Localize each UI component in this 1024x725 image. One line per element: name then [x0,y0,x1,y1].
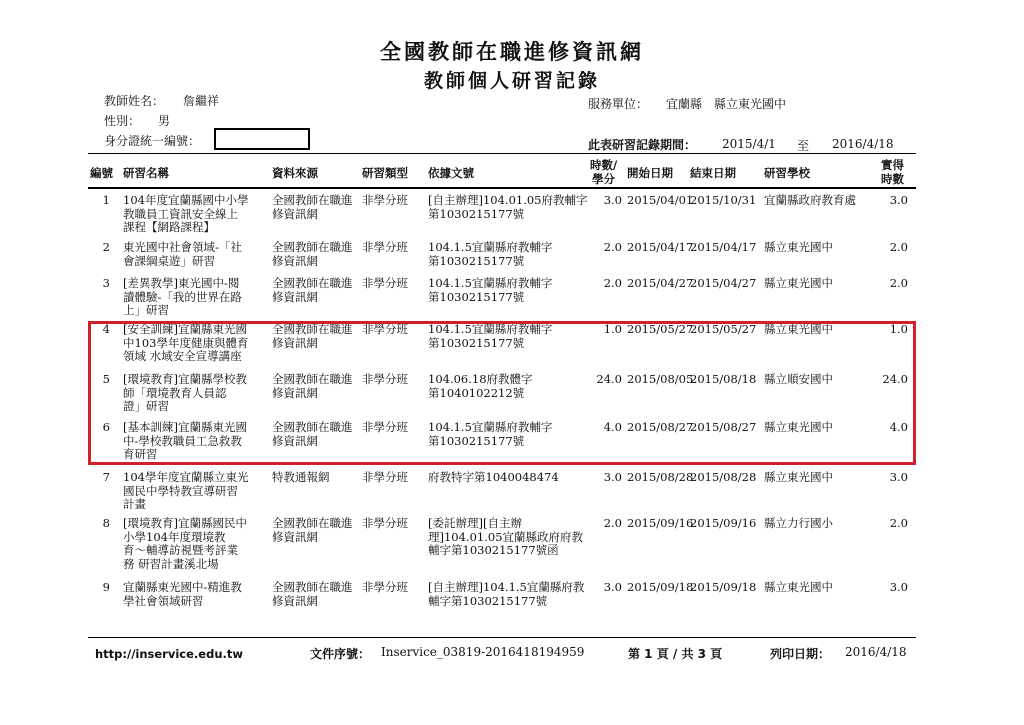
col-header-no: 編號 [90,166,113,180]
cell-name [123,277,263,318]
cell-source-line: 修資訊網 [272,253,318,268]
serial-label: 文件序號： [310,647,371,661]
cell-no: 1 [102,193,110,207]
cell-source [272,517,362,544]
cell-name-line: 104學年度宜蘭縣立東光 [123,470,249,484]
cell-name-line: 國民中學特教宣導研習 [123,483,238,498]
table-top-rule [88,153,916,154]
cell-doc [428,471,588,485]
period-to: 至 [797,139,810,153]
period-end: 2016/4/18 [832,137,894,151]
cell-school: 縣立東光國中 [764,322,833,336]
cell-earned: 2.0 [889,516,908,530]
cell-no: 9 [102,580,110,594]
highlight-box [88,321,916,465]
cell-earned: 4.0 [889,420,908,434]
col-header-name: 研習名稱 [123,166,169,180]
cell-start: 2015/09/16 [627,516,694,530]
cell-earned: 2.0 [889,276,908,290]
cell-doc [428,581,588,608]
cell-source-line: 修資訊網 [272,385,318,400]
page-subtitle: 教師個人研習記錄 [423,70,600,92]
cell-doc-line: [自主辦理]104.1.5宜蘭縣府教 [428,580,585,594]
unit-label: 服務單位： [588,97,649,111]
cell-name-line: 104年度宜蘭縣國中小學 [123,193,249,207]
cell-doc-line: 104.06.18府教體字 [428,372,533,386]
table-header-rule [88,187,916,189]
cell-doc-line: 104.1.5宜蘭縣府教輔字 [428,276,553,290]
cell-hours: 24.0 [596,372,622,386]
cell-doc-line: 第1030215177號 [428,253,525,268]
cell-doc-line: 第1040102212號 [428,385,525,400]
cell-doc-line: [委託辦理][自主辦 [428,516,522,530]
teacher-name: 詹繼祥 [183,94,220,108]
cell-hours: 2.0 [603,516,622,530]
cell-source-line: 修資訊網 [272,593,318,608]
cell-end: 2015/04/17 [690,240,757,254]
cell-source-line: 全國教師在職進 [272,580,353,594]
cell-start: 2015/08/28 [627,470,694,484]
cell-source-line: 全國教師在職進 [272,240,353,254]
cell-doc-line: 第1030215177號 [428,433,525,448]
col-header-end: 結束日期 [690,166,736,180]
cell-name-line: 讀體驗-「我的世界在路 [123,289,242,304]
footer-url: http://inservice.edu.tw [95,647,243,661]
col-header-type: 研習類型 [362,166,408,180]
cell-name-line: 會課綱桌遊」研習 [123,253,215,268]
cell-start: 2015/04/17 [627,240,694,254]
print-date-label: 列印日期： [770,647,831,661]
col-header-earned-a: 實得 [881,158,904,172]
cell-name-line: [安全訓練]宜蘭縣東光國 [123,322,247,336]
period-start: 2015/4/1 [722,137,776,151]
cell-end: 2015/08/27 [690,420,757,434]
id-label: 身分證統一編號： [104,134,201,148]
cell-name-line: 上」研習 [123,303,169,317]
cell-name [123,471,263,512]
cell-doc-line: 104.1.5宜蘭縣府教輔字 [428,420,553,434]
cell-source-line: 全國教師在職進 [272,322,353,336]
col-header-hours-b: 學分 [592,172,615,186]
cell-earned: 1.0 [889,322,908,336]
cell-type: 非學分班 [362,372,408,386]
cell-source-line: 全國教師在職進 [272,276,353,290]
cell-doc [428,277,588,304]
cell-doc-line: 輔字第1030215177號 [428,593,548,608]
print-date-value: 2016/4/18 [845,645,907,659]
cell-start: 2015/05/27 [627,322,694,336]
cell-type: 非學分班 [362,193,408,207]
cell-source [272,277,362,304]
cell-school: 縣立順安國中 [764,372,833,386]
cell-hours: 2.0 [603,240,622,254]
cell-doc [428,517,588,558]
cell-type: 非學分班 [362,420,408,434]
cell-name-line: 證」研習 [123,399,169,413]
cell-source [272,241,362,268]
cell-name [123,517,263,571]
cell-source [272,581,362,608]
cell-source-line: 修資訊網 [272,433,318,448]
cell-name-line: 領域 水域安全宣導講座 [123,349,242,363]
col-header-source: 資料來源 [272,166,318,180]
cell-name-line: 中-學校教職員工急救教 [123,433,242,448]
cell-type: 非學分班 [362,322,408,336]
col-header-earned-b: 時數 [881,172,904,186]
cell-end: 2015/04/27 [690,276,757,290]
cell-hours: 3.0 [603,193,622,207]
cell-source-line: 修資訊網 [272,529,318,544]
cell-earned: 3.0 [889,580,908,594]
cell-name-line: 教職員工資訊安全線上 [123,206,238,221]
cell-doc-line: 第1030215177號 [428,335,525,350]
cell-earned: 24.0 [882,372,908,386]
cell-name-line: 課程【網路課程】 [123,220,215,234]
cell-name-line: [基本訓練]宜蘭縣東光國 [123,420,247,434]
cell-hours: 2.0 [603,276,622,290]
cell-source-line: 特教通報網 [272,470,330,484]
cell-source-line: 全國教師在職進 [272,420,353,434]
cell-end: 2015/09/18 [690,580,757,594]
cell-hours: 3.0 [603,580,622,594]
cell-school: 縣立東光國中 [764,276,833,290]
cell-start: 2015/08/05 [627,372,694,386]
cell-no: 4 [102,322,110,336]
cell-start: 2015/04/01 [627,193,694,207]
cell-doc-line: 輔字第1030215177號函 [428,543,559,557]
cell-name-line: 計畫 [123,497,146,511]
footer-rule [88,637,916,638]
cell-source [272,471,362,485]
cell-name-line: 宜蘭縣東光國中-精進教 [123,580,242,594]
cell-type: 非學分班 [362,240,408,254]
cell-name-line: [差異教學]東光國中-閱 [123,276,240,290]
col-header-start: 開始日期 [627,166,673,180]
cell-name-line: 務 研習計畫溪北場 [123,556,219,571]
cell-source-line: 全國教師在職進 [272,193,353,207]
cell-no: 5 [102,372,110,386]
col-header-school: 研習學校 [764,166,810,180]
page-title: 全國教師在職進修資訊網 [380,40,644,64]
gender-label: 性別： [104,114,141,128]
period-label: 此表研習記錄期間： [588,138,697,152]
cell-end: 2015/09/16 [690,516,757,530]
cell-doc-line: 第1030215177號 [428,206,525,221]
cell-doc [428,194,588,221]
cell-end: 2015/10/31 [690,193,757,207]
cell-start: 2015/08/27 [627,420,694,434]
gender-value: 男 [158,114,171,128]
cell-doc-line: [自主辦理]104.01.05府教輔字 [428,193,588,207]
cell-type: 非學分班 [362,276,408,290]
cell-hours: 1.0 [603,322,622,336]
cell-type: 非學分班 [362,580,408,594]
cell-doc [428,241,588,268]
serial-value: Inservice_03819-2016418194959 [381,645,585,659]
cell-name-line: 學社會領域研習 [123,593,204,608]
cell-hours: 3.0 [603,470,622,484]
cell-start: 2015/04/27 [627,276,694,290]
cell-school: 縣立東光國中 [764,240,833,254]
cell-earned: 3.0 [889,193,908,207]
name-label: 教師姓名： [104,94,165,108]
cell-source-line: 修資訊網 [272,335,318,350]
cell-school: 縣立東光國中 [764,580,833,594]
cell-name [123,194,263,235]
cell-source-line: 修資訊網 [272,289,318,304]
cell-type: 非學分班 [362,516,408,530]
cell-name-line: 師「環境教育人員認 [123,385,227,400]
cell-name-line: 小學104年度環境教 [123,529,226,544]
cell-earned: 2.0 [889,240,908,254]
cell-no: 2 [102,240,110,254]
page-indicator: 第 1 頁 / 共 3 頁 [628,647,723,661]
cell-school: 縣立力行國小 [764,516,833,530]
cell-doc-line: 104.1.5宜蘭縣府教輔字 [428,240,553,254]
cell-school: 宜蘭縣政府教育處 [764,193,856,207]
cell-source-line: 全國教師在職進 [272,372,353,386]
cell-end: 2015/08/28 [690,470,757,484]
cell-doc-line: 府教特字第1040048474 [428,470,559,484]
unit-value: 宜蘭縣 縣立東光國中 [666,97,787,111]
cell-name-line: [環境教育]宜蘭縣國民中 [123,516,247,530]
cell-name-line: 中103學年度健康與體育 [123,335,249,350]
col-header-doc: 依據文號 [428,166,474,180]
cell-school: 縣立東光國中 [764,470,833,484]
cell-name [123,581,263,608]
cell-end: 2015/08/18 [690,372,757,386]
cell-source-line: 全國教師在職進 [272,516,353,530]
cell-source [272,194,362,221]
cell-earned: 3.0 [889,470,908,484]
cell-end: 2015/05/27 [690,322,757,336]
cell-name-line: 東光國中社會領域-「社 [123,240,242,254]
cell-doc-line: 104.1.5宜蘭縣府教輔字 [428,322,553,336]
redacted-id-box [214,128,310,150]
cell-start: 2015/09/18 [627,580,694,594]
cell-name-line: [環境教育]宜蘭縣學校教 [123,372,247,386]
cell-source-line: 修資訊網 [272,206,318,221]
cell-name-line: 育～輔導訪視暨考評業 [123,543,238,557]
cell-doc-line: 理]104.01.05宜蘭縣政府府教 [428,529,584,544]
cell-no: 8 [102,516,110,530]
cell-doc-line: 第1030215177號 [428,289,525,304]
cell-no: 6 [102,420,110,434]
cell-name [123,241,263,268]
col-header-hours-a: 時數/ [590,158,618,172]
cell-no: 7 [102,470,110,484]
cell-no: 3 [102,276,110,290]
cell-hours: 4.0 [603,420,622,434]
cell-type: 非學分班 [362,470,408,484]
cell-school: 縣立東光國中 [764,420,833,434]
cell-name-line: 育研習 [123,447,158,461]
